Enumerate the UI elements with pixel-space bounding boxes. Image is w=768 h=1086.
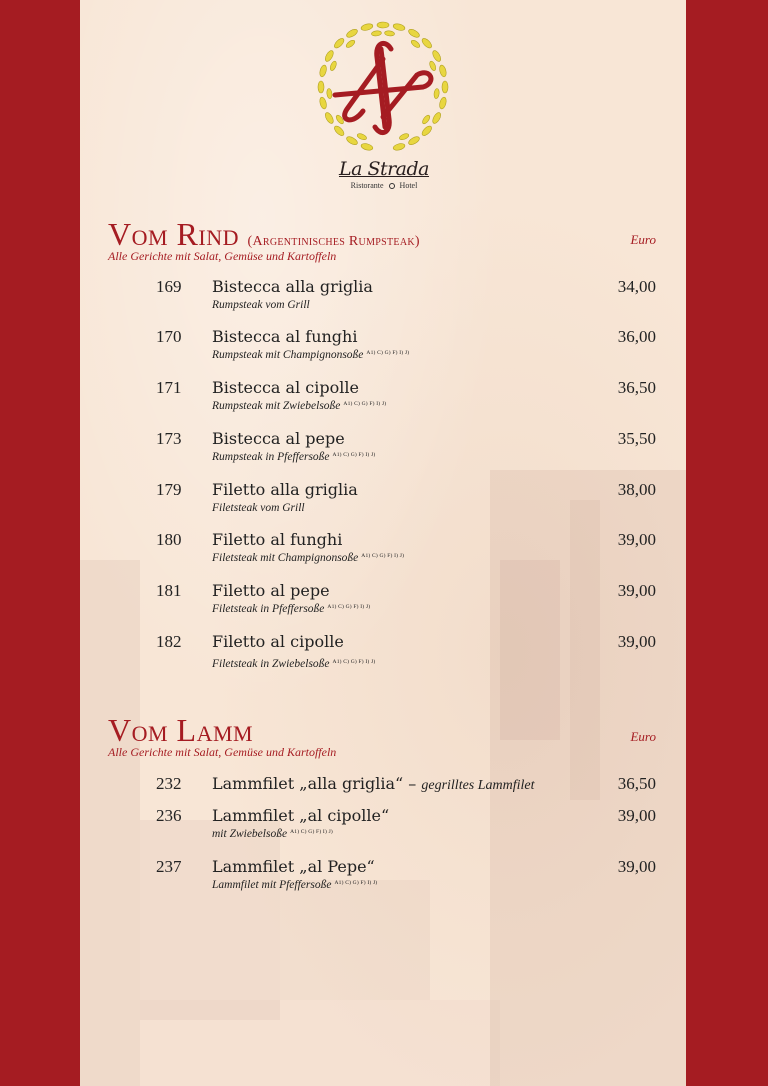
item-description: Rumpsteak vom Grill: [212, 299, 310, 311]
item-description: Rumpsteak in Pfeffersoße $^{A1) C) G) F) I) J)}$: [212, 451, 376, 463]
allergen-codes: A1) C) G) F) I) J): [343, 401, 387, 407]
menu-item: [80, 327, 686, 367]
allergen-codes: A1) C) G) F) I) J): [334, 880, 378, 886]
allergen-codes: A1) C) G) F) I) J): [366, 350, 410, 356]
item-number: 170: [156, 327, 182, 346]
item-price: 34,00: [617, 277, 656, 296]
allergen-codes: A1) C) G) F) I) J): [327, 604, 371, 610]
item-inline-description: gegrilltes Lammfilet: [421, 778, 535, 793]
currency-label-rind: Euro: [630, 232, 656, 247]
item-name: Lammfilet „alla griglia“ – gegrilltes Lammfilet: [212, 774, 535, 793]
menu-item: [80, 857, 686, 897]
item-name: Bistecca al funghi: [212, 327, 358, 346]
item-description: Filetsteak in Pfeffersoße $^{A1) C) G) F) I) J)}$: [212, 603, 371, 615]
item-price: 38,00: [617, 480, 656, 499]
item-price: 35,50: [617, 429, 656, 448]
menu-item: [80, 581, 686, 621]
menu-item: [80, 480, 686, 520]
item-price: 39,00: [617, 530, 656, 549]
item-price: 36,00: [617, 327, 656, 346]
item-name: Lammfilet „al cipolle“: [212, 806, 390, 825]
item-number: 180: [156, 530, 182, 549]
separator-dot-icon: [389, 183, 395, 189]
item-description: Rumpsteak mit Zwiebelsoße $^{A1) C) G) F) I) J)}$: [212, 400, 387, 412]
item-name: Filetto al funghi: [212, 530, 343, 549]
item-name: Filetto al pepe: [212, 581, 330, 600]
item-name: Filetto alla griglia: [212, 480, 358, 499]
menu-item: [80, 806, 686, 846]
item-number: 182: [156, 632, 182, 651]
item-price: 36,50: [617, 774, 656, 793]
section-subtitle-lamm: Alle Gerichte mit Salat, Gemüse und Kartoffeln: [108, 745, 337, 759]
menu-item: [80, 429, 686, 469]
item-number: 169: [156, 277, 182, 296]
allergen-codes: A1) C) G) F) I) J): [332, 452, 376, 458]
item-price: 36,50: [617, 378, 656, 397]
restaurant-logo-icon: [313, 17, 453, 157]
item-number: 181: [156, 581, 182, 600]
menu-page: [80, 0, 686, 1086]
item-name: Bistecca al pepe: [212, 429, 345, 448]
brand-wordmark: [324, 158, 444, 190]
item-number: 171: [156, 378, 182, 397]
item-price: 39,00: [617, 806, 656, 825]
item-price: 39,00: [617, 581, 656, 600]
item-price: 39,00: [617, 632, 656, 651]
brand-subtitle-ristorante: Ristorante: [350, 181, 384, 190]
section-subtitle-rind: Alle Gerichte mit Salat, Gemüse und Kartoffeln: [108, 249, 337, 263]
section-note: (Argentinisches Rumpsteak): [247, 234, 420, 249]
item-description: Rumpsteak mit Champignonsoße $^{A1) C) G) F) I) J)}$: [212, 349, 410, 361]
brand-subtitle-hotel: Hotel: [399, 181, 418, 190]
section-heading: Vom Lamm: [108, 712, 254, 748]
item-name: Bistecca alla griglia: [212, 277, 373, 296]
item-description: Lammfilet mit Pfeffersoße $^{A1) C) G) F) I) J)}$: [212, 879, 378, 891]
currency-label-lamm: Euro: [630, 729, 656, 744]
brand-name: La Strada: [338, 158, 430, 180]
allergen-codes: A1) C) G) F) I) J): [361, 553, 405, 559]
right-red-border: [686, 0, 768, 1086]
left-red-border: [0, 0, 80, 1086]
item-name: Bistecca al cipolle: [212, 378, 359, 397]
item-number: 236: [156, 806, 182, 825]
item-description: Filetsteak mit Champignonsoße $^{A1) C) G) F) I) J)}$: [212, 552, 405, 564]
menu-item: [80, 277, 686, 317]
section-title-lamm: [108, 714, 253, 746]
item-name: Filetto al cipolle: [212, 632, 344, 651]
item-number: 232: [156, 774, 182, 793]
allergen-codes: A1) C) G) F) I) J): [332, 659, 376, 665]
item-number: 237: [156, 857, 182, 876]
menu-item: [80, 632, 686, 672]
item-description: mit Zwiebelsoße $^{A1) C) G) F) I) J)}$: [212, 828, 333, 840]
menu-item: [80, 530, 686, 570]
section-heading: Vom Rind: [108, 216, 240, 252]
item-name: Lammfilet „al Pepe“: [212, 857, 375, 876]
item-price: 39,00: [617, 857, 656, 876]
allergen-codes: A1) C) G) F) I) J): [290, 829, 333, 835]
item-description: Filetsteak vom Grill: [212, 502, 305, 514]
item-number: 179: [156, 480, 182, 499]
menu-item: [80, 378, 686, 418]
item-description: Filetsteak in Zwiebelsoße $^{A1) C) G) F) I) J)}$: [212, 658, 376, 670]
brand-subtitle: [324, 181, 444, 190]
item-number: 173: [156, 429, 182, 448]
